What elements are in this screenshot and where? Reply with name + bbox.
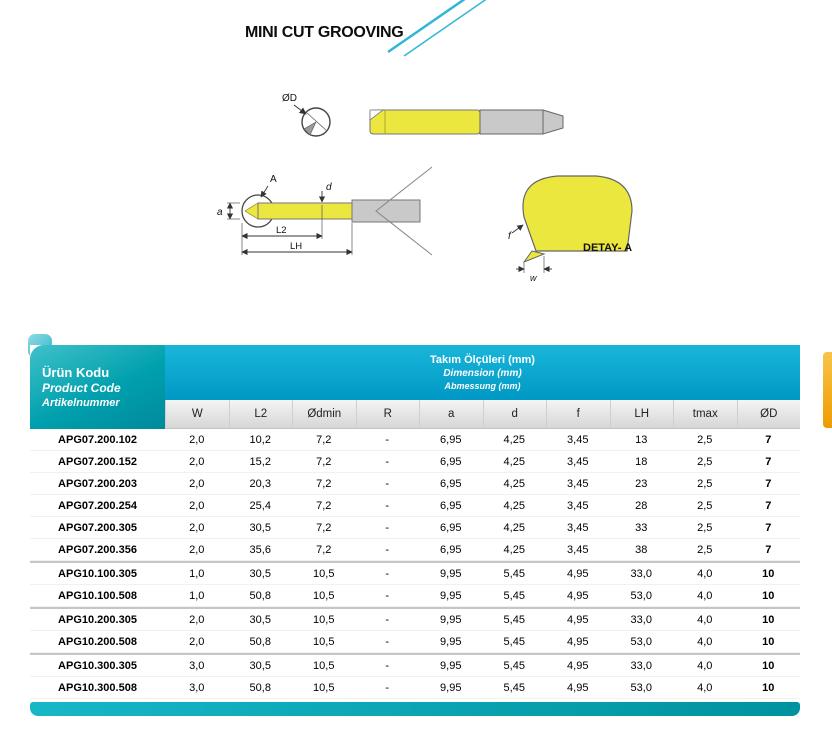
value-cell: - [356, 451, 420, 473]
value-cell: 5,45 [483, 607, 547, 631]
column-header: L2 [229, 400, 293, 429]
value-cell: 33,0 [610, 561, 674, 585]
value-cell: 4,0 [673, 653, 737, 677]
value-cell: 2,5 [673, 429, 737, 451]
value-cell: 23 [610, 473, 674, 495]
value-cell: 2,0 [165, 451, 229, 473]
value-cell: 2,0 [165, 539, 229, 561]
value-cell: 33 [610, 517, 674, 539]
column-header: ØD [737, 400, 801, 429]
value-cell: 4,95 [546, 561, 610, 585]
table-row [30, 631, 800, 653]
column-header: W [165, 400, 229, 429]
value-cell: 2,0 [165, 517, 229, 539]
value-cell: 9,95 [419, 561, 483, 585]
value-cell: 9,95 [419, 677, 483, 699]
table-row [30, 607, 800, 631]
dim-label-w: w [530, 273, 537, 283]
value-cell: 2,5 [673, 517, 737, 539]
value-cell: 50,8 [229, 585, 293, 607]
value-cell: 2,5 [673, 451, 737, 473]
value-cell: 35,6 [229, 539, 293, 561]
product-code-cell: APG07.200.102 [30, 429, 165, 451]
value-cell: 7,2 [292, 539, 356, 561]
value-cell: 10,2 [229, 429, 293, 451]
value-cell: - [356, 495, 420, 517]
table-row [30, 585, 800, 607]
dim-label-a: a [217, 207, 223, 218]
value-cell: 2,0 [165, 607, 229, 631]
dimension-header-tr: Takım Ölçüleri (mm) [430, 354, 535, 366]
value-cell: 53,0 [610, 677, 674, 699]
value-cell: 7,2 [292, 495, 356, 517]
side-view [370, 110, 563, 134]
column-header: f [546, 400, 610, 429]
dim-label-A: A [270, 174, 277, 185]
value-cell: 4,0 [673, 561, 737, 585]
value-cell: 30,5 [229, 653, 293, 677]
value-cell: 4,0 [673, 631, 737, 653]
value-cell: 2,5 [673, 495, 737, 517]
value-cell: 9,95 [419, 653, 483, 677]
value-cell: 6,95 [419, 451, 483, 473]
page-edge-tab [823, 352, 832, 428]
value-cell: - [356, 677, 420, 699]
value-cell: 10 [737, 653, 801, 677]
value-cell: 1,0 [165, 585, 229, 607]
value-cell: 7 [737, 429, 801, 451]
value-cell: 4,25 [483, 539, 547, 561]
product-code-cell: APG10.100.305 [30, 561, 165, 585]
value-cell: 9,95 [419, 585, 483, 607]
value-cell: 10 [737, 561, 801, 585]
value-cell: 10 [737, 631, 801, 653]
table-row [30, 677, 800, 699]
technical-drawing [0, 55, 832, 305]
value-cell: - [356, 517, 420, 539]
column-header: tmax [673, 400, 737, 429]
front-view [282, 93, 330, 136]
value-cell: 7 [737, 451, 801, 473]
value-cell: 4,0 [673, 677, 737, 699]
value-cell: 38 [610, 539, 674, 561]
column-header: a [419, 400, 483, 429]
value-cell: 3,45 [546, 539, 610, 561]
dim-label-od: ØD [282, 93, 297, 104]
product-code-cell: APG07.200.305 [30, 517, 165, 539]
value-cell: - [356, 631, 420, 653]
product-table [30, 345, 800, 716]
value-cell: 10,5 [292, 653, 356, 677]
value-cell: 7 [737, 495, 801, 517]
value-cell: 1,0 [165, 561, 229, 585]
value-cell: 50,8 [229, 677, 293, 699]
column-header: Ødmin [292, 400, 356, 429]
product-code-cell: APG10.300.305 [30, 653, 165, 677]
value-cell: 53,0 [610, 585, 674, 607]
header-diagonal-decoration [0, 0, 832, 60]
value-cell: 10,5 [292, 585, 356, 607]
value-cell: 4,25 [483, 451, 547, 473]
value-cell: 4,25 [483, 429, 547, 451]
value-cell: 30,5 [229, 517, 293, 539]
value-cell: 4,95 [546, 653, 610, 677]
dim-label-L2: L2 [276, 225, 287, 236]
column-header: LH [610, 400, 674, 429]
value-cell: - [356, 561, 420, 585]
product-code-header-tr: Ürün Kodu [42, 364, 110, 380]
product-code-header-en: Product Code [42, 380, 121, 395]
value-cell: 10,5 [292, 631, 356, 653]
value-cell: 10,5 [292, 607, 356, 631]
value-cell: 6,95 [419, 539, 483, 561]
value-cell: 4,25 [483, 495, 547, 517]
column-header: R [356, 400, 420, 429]
value-cell: 2,0 [165, 495, 229, 517]
dimension-view [217, 167, 432, 255]
value-cell: 10 [737, 607, 801, 631]
value-cell: 4,95 [546, 607, 610, 631]
value-cell: 4,95 [546, 585, 610, 607]
value-cell: - [356, 607, 420, 631]
detail-view [508, 176, 632, 283]
value-cell: 3,45 [546, 495, 610, 517]
product-code-cell: APG10.300.508 [30, 677, 165, 699]
product-code-header-de: Artikelnummer [42, 396, 120, 409]
table-row [30, 473, 800, 495]
value-cell: 4,25 [483, 473, 547, 495]
dimension-header [165, 345, 800, 400]
value-cell: 7 [737, 539, 801, 561]
value-cell: 33,0 [610, 653, 674, 677]
value-cell: 2,0 [165, 429, 229, 451]
value-cell: 50,8 [229, 631, 293, 653]
value-cell: 5,45 [483, 653, 547, 677]
product-code-cell: APG07.200.152 [30, 451, 165, 473]
value-cell: 3,45 [546, 451, 610, 473]
value-cell: 10,5 [292, 561, 356, 585]
value-cell: 5,45 [483, 631, 547, 653]
value-cell: 3,45 [546, 517, 610, 539]
detail-label: DETAY- A [583, 242, 633, 254]
table-bottom-bar [30, 702, 800, 716]
value-cell: 7 [737, 473, 801, 495]
value-cell: 7,2 [292, 517, 356, 539]
value-cell: 25,4 [229, 495, 293, 517]
product-code-cell: APG10.100.508 [30, 585, 165, 607]
spec-table [30, 345, 800, 699]
value-cell: 28 [610, 495, 674, 517]
dimension-header-de: Abmessung (mm) [444, 381, 521, 391]
value-cell: 53,0 [610, 631, 674, 653]
value-cell: 4,95 [546, 677, 610, 699]
product-code-cell: APG07.200.254 [30, 495, 165, 517]
value-cell: 3,0 [165, 653, 229, 677]
value-cell: 4,95 [546, 631, 610, 653]
value-cell: 9,95 [419, 631, 483, 653]
value-cell: 4,0 [673, 607, 737, 631]
value-cell: 3,45 [546, 473, 610, 495]
value-cell: 15,2 [229, 451, 293, 473]
value-cell: 30,5 [229, 607, 293, 631]
dim-label-LH: LH [290, 241, 303, 252]
value-cell: 4,25 [483, 517, 547, 539]
value-cell: 6,95 [419, 517, 483, 539]
value-cell: - [356, 653, 420, 677]
value-cell: 33,0 [610, 607, 674, 631]
dim-label-f: f [508, 231, 511, 242]
value-cell: 3,45 [546, 429, 610, 451]
value-cell: 7,2 [292, 473, 356, 495]
value-cell: 5,45 [483, 585, 547, 607]
value-cell: 3,0 [165, 677, 229, 699]
value-cell: 2,5 [673, 473, 737, 495]
table-row [30, 429, 800, 451]
product-code-cell: APG07.200.203 [30, 473, 165, 495]
value-cell: 6,95 [419, 429, 483, 451]
table-row [30, 451, 800, 473]
value-cell: - [356, 539, 420, 561]
value-cell: 2,5 [673, 539, 737, 561]
value-cell: 5,45 [483, 561, 547, 585]
value-cell: 9,95 [419, 607, 483, 631]
value-cell: 6,95 [419, 473, 483, 495]
value-cell: 13 [610, 429, 674, 451]
value-cell: - [356, 585, 420, 607]
value-cell: 7,2 [292, 429, 356, 451]
table-row [30, 539, 800, 561]
value-cell: 2,0 [165, 473, 229, 495]
product-code-cell: APG07.200.356 [30, 539, 165, 561]
value-cell: 5,45 [483, 677, 547, 699]
value-cell: 10 [737, 677, 801, 699]
product-code-cell: APG10.200.305 [30, 607, 165, 631]
table-row [30, 561, 800, 585]
value-cell: 10 [737, 585, 801, 607]
value-cell: 4,0 [673, 585, 737, 607]
table-row [30, 653, 800, 677]
value-cell: 10,5 [292, 677, 356, 699]
table-row [30, 517, 800, 539]
value-cell: 30,5 [229, 561, 293, 585]
value-cell: - [356, 429, 420, 451]
value-cell: 20,3 [229, 473, 293, 495]
value-cell: 6,95 [419, 495, 483, 517]
dim-label-d: d [326, 182, 332, 193]
dimension-header-en: Dimension (mm) [443, 368, 522, 379]
product-code-header [30, 345, 165, 429]
page-title: MINI CUT GROOVING [245, 24, 404, 41]
value-cell: - [356, 473, 420, 495]
value-cell: 7 [737, 517, 801, 539]
table-row [30, 495, 800, 517]
value-cell: 18 [610, 451, 674, 473]
product-code-cell: APG10.200.508 [30, 631, 165, 653]
value-cell: 2,0 [165, 631, 229, 653]
value-cell: 7,2 [292, 451, 356, 473]
column-header: d [483, 400, 547, 429]
